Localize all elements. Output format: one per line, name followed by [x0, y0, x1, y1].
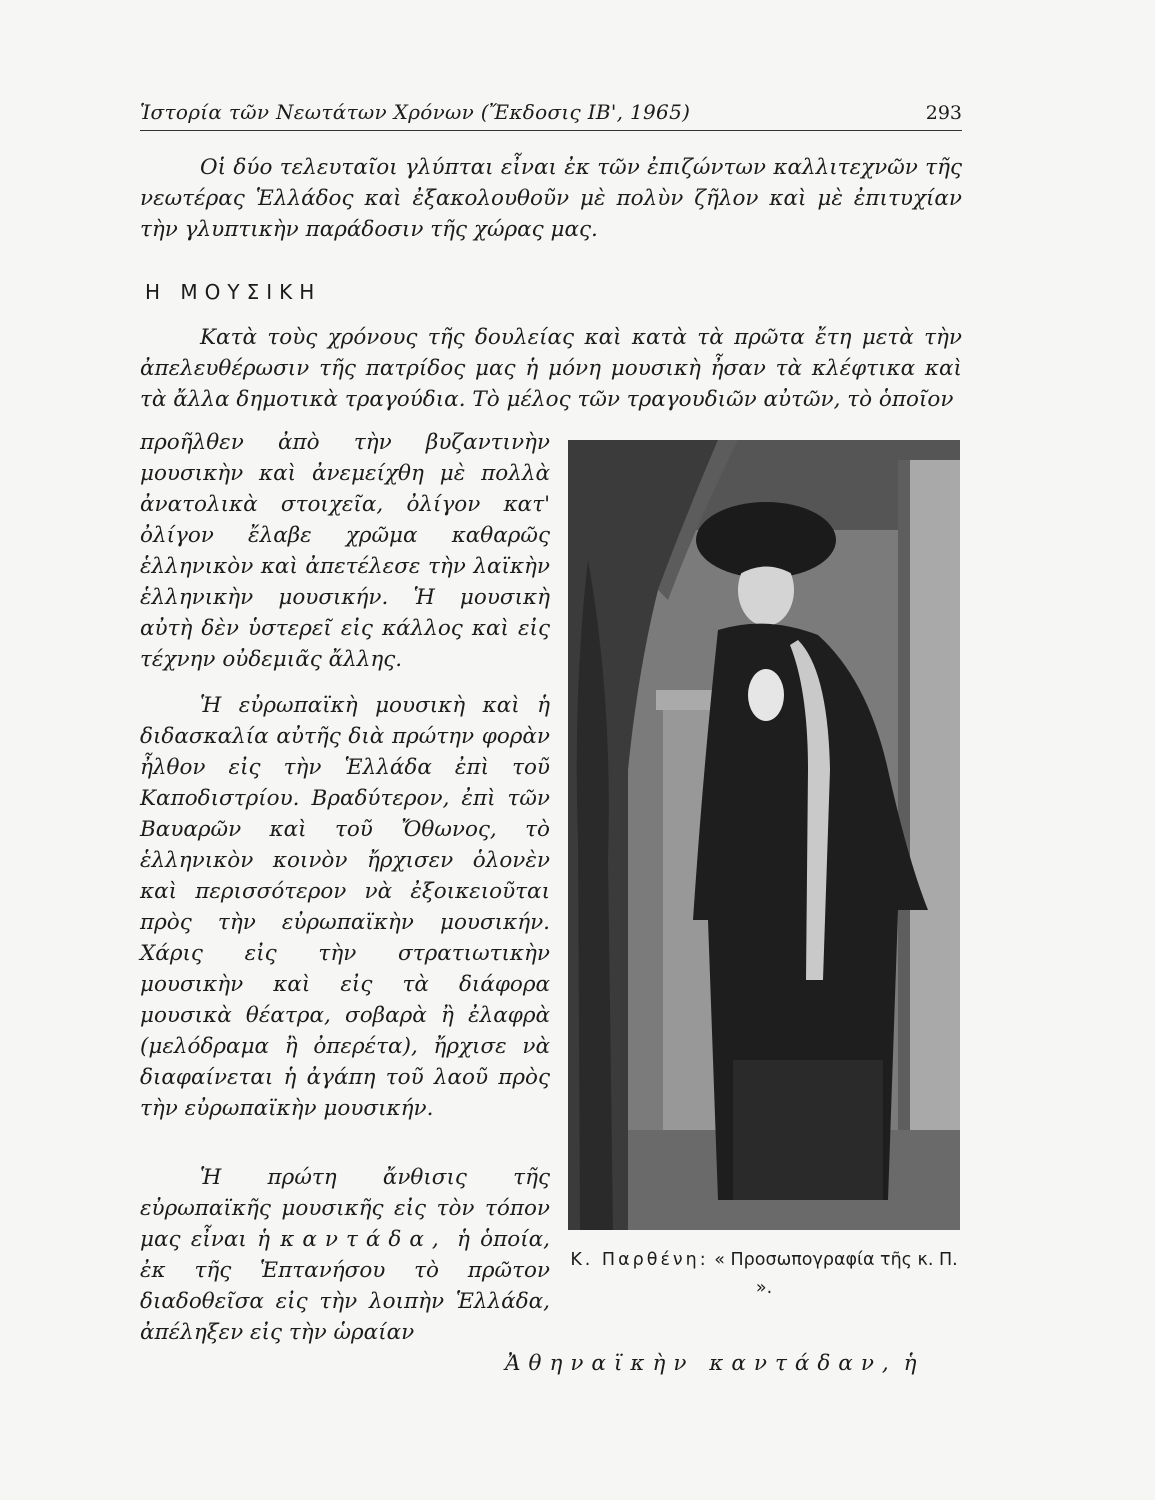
kantada-term: καντάδα,	[280, 1227, 447, 1252]
running-title: Ἱστορία τῶν Νεωτάτων Χρόνων (Ἔκδοσις ΙΒ', 1965)	[140, 100, 691, 124]
athenian-kantada-term: Ἀθηναϊκὴν καντάδαν,	[505, 1351, 897, 1376]
intro-paragraph: Οἱ δύο τελευταῖοι γλύπται εἶναι ἐκ τῶν ἐπιζώντων καλλιτεχνῶν τῆς νεωτέρας Ἑλλάδος καὶ ἐξακολουθοῦν μὲ πολὺν ζῆλον καὶ μὲ ἐπιτυχίαν τὴν γλυπτικὴν παράδοσιν τῆς χώρας μας.	[140, 155, 962, 242]
kantada-text-2: ἡ ὁποία, ἐκ τῆς Ἑπτανήσου τὸ πρῶτον διαδοθεῖσα εἰς τὴν λοιπὴν Ἑλλάδα, ἀπέληξεν εἰς τὴν ὡραίαν	[140, 1227, 550, 1345]
page-number: 293	[925, 102, 962, 124]
caption-artist: Κ. Παρθένη:	[570, 1250, 709, 1270]
portrait-illustration	[568, 440, 960, 1230]
kantada-text-3: ἡ	[903, 1351, 917, 1376]
kantada-continuation	[505, 1348, 962, 1379]
portrait-photo	[568, 440, 960, 1230]
caption-title: « Προσωπογραφία τῆς κ. Π. ».	[714, 1250, 958, 1298]
kantada-paragraph	[140, 1162, 550, 1348]
page-header	[140, 96, 962, 131]
european-music-paragraph: Ἡ εὐρωπαϊκὴ μουσικὴ καὶ ἡ διδασκαλία αὐτῆς διὰ πρώτην φορὰν ἦλθον εἰς τὴν Ἑλλάδα ἐπὶ τοῦ Καποδιστρίου. Βραδύτερον, ἐπὶ τῶν Βαυαρῶν καὶ τοῦ Ὄθωνος, τὸ ἑλληνικὸν κοινὸν ἤρχισεν ὁλονὲν καὶ περισσότερον νὰ ἐξοικειοῦται πρὸς τὴν εὐρωπαϊκὴν μουσικήν. Χάρις εἰς τὴν στρατιωτικὴν μουσικὴν καὶ εἰς τὰ διάφορα μουσικὰ θέατρα, σοβαρὰ ἢ ἐλαφρὰ (μελόδραμα ἢ ὀπερέτα), ἤρχισε νὰ διαφαίνεται ἡ ἀγάπη τοῦ λαοῦ πρὸς τὴν εὐρωπαϊκὴν μουσικήν.	[140, 693, 550, 1121]
music-paragraph-column: προῆλθεν ἀπὸ τὴν βυζαντινὴν μουσικὴν καὶ ἀνεμείχθη μὲ πολλὰ ἀνατολικὰ στοιχεῖα, ὀλίγον κατ' ὀλίγον ἔλαβε χρῶμα καθαρῶς ἑλληνικὸν καὶ ἀπετέλεσε τὴν λαϊκὴν ἑλληνικὴν μουσικήν. Ἡ μουσικὴ αὐτὴ δὲν ὑστερεῖ εἰς κάλλος καὶ εἰς τέχνην οὐδεμιᾶς ἄλλης.	[140, 430, 550, 672]
figure-caption	[568, 1246, 960, 1302]
section-heading: Η ΜΟΥΣΙΚΗ	[145, 280, 322, 304]
music-paragraph-full-width: Κατὰ τοὺς χρόνους τῆς δουλείας καὶ κατὰ τὰ πρῶτα ἔτη μετὰ τὴν ἀπελευθέρωσιν τῆς πατρίδος μας ἡ μόνη μουσικὴ ἦσαν τὰ κλέφτικα καὶ τὰ ἄλλα δημοτικὰ τραγούδια. Τὸ μέλος τῶν τραγουδιῶν αὐτῶν, τὸ ὁποῖον	[140, 325, 962, 412]
kantada-text-1: Ἡ πρώτη ἄνθισις τῆς εὐρωπαϊκῆς μουσικῆς εἰς τὸν τόπον μας εἶναι ἡ	[140, 1165, 550, 1252]
